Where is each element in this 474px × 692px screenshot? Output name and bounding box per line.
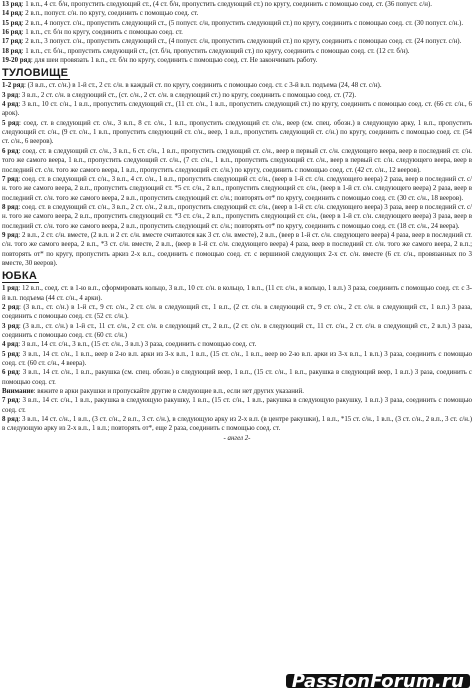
- pattern-row: [2, 91, 472, 100]
- row-text: : соед. ст. в следующий ст. с/н., 3 в.п., 4 ст. с/н., 1 в.п., пропустить следующий ст. с/н., (веер в 1-й ст. с/н. следующего веера) 2 раза, веер в последний ст. с/н. того же самого веера, 2 в.п., пропустить следующий ст. *5 ст. с/н., 2 в.п., пропустить следующий ст. с/н., (веер в 1-й ст. с/н. следующего веера) 2 раза, веер в последний ст. с/н. того же самого веера, 2 в.п., пропустить следующий ст. с/н.; повторять от* по кругу, соединить с помощью соед. ст. (30 ст. с/н., 18 вееров).: [2, 175, 473, 202]
- row-label: 8 ряд: [2, 416, 19, 424]
- row-label: Внимание: [2, 388, 34, 396]
- pattern-row: [2, 415, 472, 434]
- pattern-row: [2, 9, 472, 18]
- row-text: : 12 в.п., соед. ст. в 1-ю в.п., сформировать кольцо, 3 в.п., 10 ст. с/н. в кольцо, 1 в.п., (11 ст. с/н., в кольцо, 1 в.п.) 3 раза, соединить с помощью соед. ст. с 3-й в.п. подъема (44 ст. с/н., 4 арки).: [2, 285, 472, 302]
- row-label: 18 ряд: [2, 47, 22, 55]
- row-text: : 3 в.п., 14 ст. с/н., 1 в.п., веер в 2-ю в.п. арки из 3-х в.п., 1 в.п., (15 ст. с/н., 1 в.п., веер во 2-ю в.п. арки из 3-х в.п., 1 в.п.) 3 раза, соединить с помощью соед. ст. (60 ст. с/н., 4 веера).: [2, 350, 473, 368]
- pattern-row: [2, 100, 472, 119]
- pattern-row: [2, 368, 472, 387]
- row-label: 14 ряд: [2, 10, 22, 18]
- row-text: : 3 в.п., 10 ст. с/н., 1 в.п., пропустить следующий ст., (11 ст. с/н., 1 в.п., пропустить следующий ст.) по кругу, соединить с помощью соед. ст. (66 ст. с/н., 6 арок).: [2, 101, 472, 118]
- row-label: 5 ряд: [2, 350, 19, 358]
- pattern-row: [2, 396, 472, 415]
- row-label: 2 ряд: [2, 303, 19, 311]
- row-text: : (3 в.п., ст. с/н.) в 1-й ст., 11 ст. с/н., 2 ст. с/н. в следующий ст., 2 в.п., (2 ст. с/н. в следующий ст., 11 ст. с/н., 2 ст. с/н. в следующий ст., 2 в.п.) 3 раза, соединить с помощью соед. ст. (60 ст. с/н.): [2, 322, 473, 339]
- row-label: 3 ряд: [2, 91, 19, 99]
- row-label: 6 ряд: [2, 147, 19, 155]
- pattern-row: [2, 387, 472, 396]
- row-label: 4 ряд: [2, 341, 19, 349]
- row-label: 15 ряд: [2, 19, 22, 27]
- row-label: 1-2 ряд: [2, 82, 24, 90]
- row-text: : 1 в.п., ст. б/н., пропустить следующий ст., (ст. б/н, пропустить следующий ст.) по кругу, соединить с помощью соед. ст. (12 ст. б/н).: [21, 47, 410, 55]
- row-text: : соед. ст. в следующий ст. с/н., 3 в.п., 8 ст. с/н., 1 в.п., пропустить следующий ст. с/н., веер (см. спец. обозн.) в следующую арку, 1 в.п., пропустить следующий ст. с/н., (9 ст. с/н., 1 в.п., пропустить следующий ст. с/н., веер, 1 в.п., пропустить следующий ст. с/н.) по кругу, соединить с помощью соед. ст. (54 ст. с/н., 6 вееров).: [2, 119, 472, 146]
- rows-body: [2, 81, 472, 268]
- pattern-row: [2, 322, 472, 341]
- row-label: 8 ряд: [2, 203, 19, 211]
- row-text: : 2 в.п., 3 попуст. с/н., пропустить следующий ст., (4 попуст. с/н, пропустить следующий ст.) по кругу, соединить с помощью соед. ст. (24 попуст. с/н).: [21, 38, 462, 46]
- row-text: : 3 в.п., 2 ст. с/н. в следующий ст., (ст. с/н., 2 ст. с/н. в следующий ст.) по кругу, соединить с помощью соед. ст. (72).: [18, 91, 357, 99]
- pattern-row: [2, 119, 472, 147]
- row-text: : 3 в.п., 14 ст. с/н., 1 в.п., (3 ст. с/н., 2 в.п., 3 ст. с/н.), в следующую арку из 2-х в.п. (в центре ракушки), 1 в.п., *15 ст. с/н., 1 в.п., (3 ст. с/н., 2 в.п., 3 ст. с/н.) в следующую арку из 2-х в.п., 1 в.п.; повторять от*, еще 2 раза, соединить с помощью соед. ст.: [2, 416, 472, 433]
- pattern-row: [2, 284, 472, 303]
- pattern-row: [2, 19, 472, 28]
- pattern-row: [2, 28, 472, 37]
- section-title-skirt: ЮБКА: [2, 270, 38, 283]
- row-label: 13 ряд: [2, 1, 22, 8]
- pattern-row: [2, 303, 472, 322]
- section-title-body: ТУЛОВИЩЕ: [2, 67, 69, 80]
- pattern-row: [2, 147, 472, 175]
- watermark-logo: PassionForum.ru: [286, 674, 470, 688]
- row-label: 7 ряд: [2, 397, 19, 405]
- pattern-row: [2, 81, 472, 90]
- row-text: : вяжите в арки ракушки и пропускайте другие в следующие в.п., если нет других указаний.: [33, 388, 304, 396]
- row-text: : 1 в.п., 4 ст. б/н, пропустить следующий ст., (4 ст. б/н, пропустить следующий ст.) по кругу, соединить с помощью соед. ст. (36 попуст. с/н).: [21, 1, 432, 8]
- pattern-row: [2, 231, 472, 268]
- pattern-row: [2, 47, 472, 56]
- rows-skirt: [2, 284, 472, 434]
- pattern-row: [2, 56, 472, 65]
- row-text: : 3 в.п., 14 ст. с/н., 3 в.п., (15 ст. с/н., 3 в.п.) 3 раза, соединить с помощью соед. ст.: [18, 341, 257, 349]
- row-label: 9 ряд: [2, 231, 19, 239]
- row-text: : 3 в.п., 14 ст. с/н., 1 в.п., ракушка в следующую ракушку, 1 в.п., (15 ст. с/н., 1 в.п., ракушка в следующую ракушку, 1 в.п.) 3 раза, соединить с помощью соед. ст.: [2, 397, 472, 414]
- pattern-row: [2, 0, 472, 9]
- row-label: 3 ряд: [2, 322, 19, 330]
- row-text: : 1 в.п., ст. б/н по кругу, соединить с помощью соед. ст.: [21, 29, 183, 37]
- row-text: : соед. ст. в следующий ст. с/н., 3 в.п., 6 ст. с/н., 1 в.п., пропустить следующий ст. с/н., веер в первый ст. с/н. следующего веера, веер в последний ст. с/н. того же самого веера, 1 в.п., пропустить следующий ст. с/н., (7 ст. с/н., 1 в.п., пропустить следующий ст. с/н., веер в первый ст. с/н. следующего веера, веер в последний ст. с/н. того же самого веера, 1 в.п., пропустить следующий ст. с/н.) по кругу, соединить с помощью соед. ст. (42 ст. с/н., 12 вееров).: [2, 147, 472, 174]
- row-text: : 2 в.п., попуст. с/н. по кругу, соединить с помощью соед. ст.: [21, 10, 199, 18]
- row-label: 6 ряд: [2, 369, 19, 377]
- pattern-row: [2, 340, 472, 349]
- section-skirt-wrap: [2, 268, 472, 283]
- row-label: 4 ряд: [2, 101, 19, 109]
- row-label: 19-20 ряд: [2, 57, 31, 65]
- row-text: : 2 в.п., 2 ст. с/н. вместе, (2 в.п. и 2 ст. с/н. вместе считаются как 3 ст. с/н. вместе), 2 в.п., (веер в 1-й ст. с/н. следующего веера) 4 раза, веер в последний ст. с/н. того же самого веера, 2 в.п., *3 ст. с/н. вместе, 2 в.п., (веер в 1-й ст. с/н. следующего веера) 4 раза, веер в последний ст. с/н. того же самого веера, 2 в.п.; повторять от* по кругу, пропустить аркиз 2-х в.п., соединить с помощью соед. ст. с вершиной следующих 2-х ст. с/н. вместе (6 ст. с/н., провязанных по 3 вместе, 30 вееров).: [2, 231, 473, 267]
- row-label: 7 ряд: [2, 175, 19, 183]
- row-label: 1 ряд: [2, 285, 19, 293]
- pattern-row: [2, 350, 472, 369]
- row-label: 16 ряд: [2, 29, 22, 37]
- row-label: 5 ряд: [2, 119, 20, 127]
- row-text: : 3 в.п., 14 ст. с/н., 1 в.п., ракушка (см. спец. обозн.) в следующий веер, 1 в.п., (15 ст. с/н., 1 в.п., ракушка в следующий веер, 1 в.п.) 3 раза, соединить с помощью соед. ст.: [2, 369, 472, 386]
- row-text: : соед. ст. в следующий ст. с/н., 3 в.п., 2 ст. с/н., 2 в.п., пропустить следующий ст. с/н., (веер в 1-й ст. с/н. следующего веера) 3 раза, веер в последний ст. с/н. того же самого веера, 2 в.п., пропустить следующий ст. *3 ст. с/н., 2 в.п., пропустить следующий ст. с/н., (веер в 1-й ст. с/н. следующего веера) 3 раза, веер в последний ст. с/н. того же самого веера, 2 в.п., пропустить следующий ст. с/н.; повторять от* по кругу, соединить с помощью соед. ст. (18 ст. с/н., 24 веера).: [2, 203, 473, 230]
- row-text: : 2 в.п., 4 попуст. с/н., пропустить следующий ст., (5 попуст. с/н, пропустить следующий ст.) по кругу, соединить с помощью соед. ст. (30 попуст. с/н.).: [21, 19, 464, 27]
- row-text: : (3 в.п., ст. с/н.) в 1-й ст., 9 ст. с/н., 2 ст. с/н. в следующий ст., 1 в.п., (2 ст. с/н. в следующий ст., 9 ст. с/н., 2 ст. с/н. в следующий ст., 1 в.п.) 3 раза, соединить с помощью соед. ст. (52 ст. с/н.).: [2, 303, 473, 321]
- row-label: 17 ряд: [2, 38, 22, 46]
- pattern-row: [2, 175, 472, 203]
- section-body-wrap: [2, 65, 472, 80]
- pattern-row: [2, 37, 472, 46]
- pattern-row: [2, 203, 472, 231]
- page-footer: - ангел 2-: [223, 434, 251, 442]
- row-text: : для шеи провязать 1 в.п., ст. б/н по кругу, соединить с помощью соед. ст. Не закончивать работу.: [30, 57, 318, 65]
- rows-top: [2, 0, 472, 65]
- row-text: : (3 в.п., ст. с/н.) в 1-й ст., 2 ст. с/н. в каждый ст. по кругу, соединить с помощью соед. ст. с 3-й в.п. подъема (24, 48 ст. с/н).: [23, 82, 382, 90]
